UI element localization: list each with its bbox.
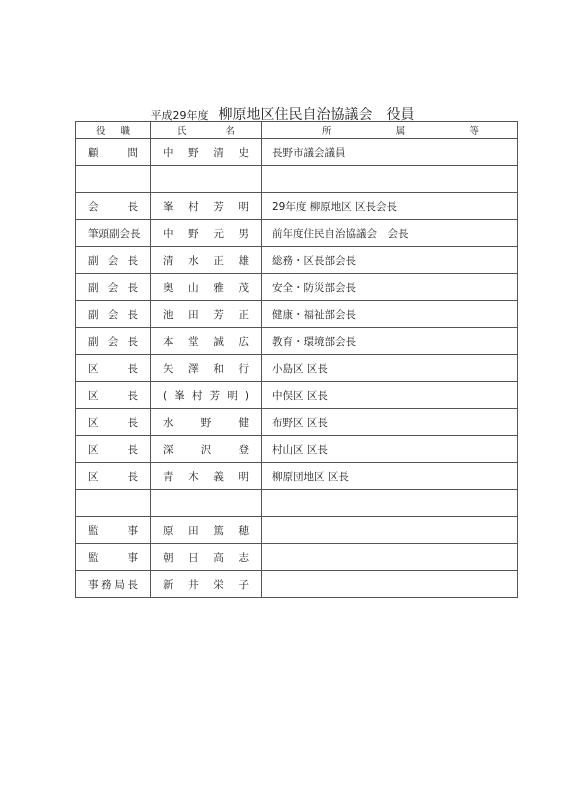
affiliation-cell-text: 安全・防災部会長 xyxy=(272,281,356,294)
role-cell-text: 副会長 xyxy=(88,254,138,267)
affiliation-cell-text: 布野区 区長 xyxy=(272,416,328,429)
role-cell xyxy=(76,355,151,382)
title-year: 平成29年度 xyxy=(150,109,209,122)
role-cell-text: 副会長 xyxy=(88,335,138,348)
affiliation-cell xyxy=(262,544,518,571)
header-affiliation xyxy=(262,122,518,139)
table-row xyxy=(76,328,518,355)
table-row xyxy=(76,139,518,166)
affiliation-cell xyxy=(262,517,518,544)
role-cell-text: 副会長 xyxy=(88,281,138,294)
name-cell-text: 池田芳正 xyxy=(163,308,249,321)
name-cell xyxy=(151,328,262,355)
affiliation-cell-text: 29年度 柳原地区 区長会長 xyxy=(272,200,398,213)
name-cell xyxy=(151,193,262,220)
header-name xyxy=(151,122,262,139)
affiliation-cell-text: 長野市議会議員 xyxy=(272,146,346,159)
table-row xyxy=(76,436,518,463)
name-cell xyxy=(151,409,262,436)
name-cell-text: 峯村芳明 xyxy=(163,200,249,213)
affiliation-cell xyxy=(262,166,518,193)
role-cell xyxy=(76,409,151,436)
role-cell xyxy=(76,490,151,517)
role-cell xyxy=(76,193,151,220)
header-affil-char: 等 xyxy=(469,126,479,137)
role-cell-text: 会長 xyxy=(88,200,138,213)
role-cell-text: 区長 xyxy=(88,362,138,375)
affiliation-cell-text: 教育・環境部会長 xyxy=(272,335,356,348)
affiliation-cell xyxy=(262,193,518,220)
table-row xyxy=(76,166,518,193)
table-row xyxy=(76,463,518,490)
affiliation-cell-text: 村山区 区長 xyxy=(272,443,328,456)
role-cell xyxy=(76,571,151,598)
affiliation-cell xyxy=(262,220,518,247)
table-row xyxy=(76,544,518,571)
role-cell-text: 監事 xyxy=(88,524,138,537)
role-cell-text: 事務局長 xyxy=(88,578,138,591)
affiliation-cell-text: 健康・福祉部会長 xyxy=(272,308,356,321)
affiliation-cell-text: 総務・区長部会長 xyxy=(272,254,356,267)
affiliation-cell xyxy=(262,571,518,598)
table-row xyxy=(76,220,518,247)
table-row xyxy=(76,490,518,517)
name-cell xyxy=(151,544,262,571)
role-cell xyxy=(76,247,151,274)
affiliation-cell xyxy=(262,247,518,274)
role-cell xyxy=(76,517,151,544)
role-cell xyxy=(76,220,151,247)
name-cell xyxy=(151,274,262,301)
table-row xyxy=(76,382,518,409)
name-cell-text: 本堂誠広 xyxy=(163,335,249,348)
name-cell xyxy=(151,463,262,490)
name-cell xyxy=(151,247,262,274)
table-row xyxy=(76,517,518,544)
role-cell xyxy=(76,436,151,463)
role-cell xyxy=(76,139,151,166)
title-main: 柳原地区住民自治協議会 役員 xyxy=(218,107,415,123)
table-row xyxy=(76,301,518,328)
name-cell-text: 矢澤和行 xyxy=(163,362,249,375)
name-cell-text: 新井栄子 xyxy=(163,578,249,591)
header-affil-char: 属 xyxy=(395,126,406,137)
header-role-char: 職 xyxy=(120,126,130,137)
role-cell xyxy=(76,328,151,355)
role-cell-text: 顧問 xyxy=(88,146,138,159)
name-cell xyxy=(151,382,262,409)
header-name-char: 名 xyxy=(225,126,235,137)
header-name-char: 氏 xyxy=(177,126,187,137)
role-cell xyxy=(76,463,151,490)
name-cell xyxy=(151,436,262,463)
affiliation-cell xyxy=(262,409,518,436)
role-cell xyxy=(76,382,151,409)
role-cell xyxy=(76,544,151,571)
affiliation-cell xyxy=(262,274,518,301)
name-cell-text: (峯村芳明) xyxy=(163,389,249,402)
name-cell-text: 青木義明 xyxy=(163,470,249,483)
header-role xyxy=(76,122,151,139)
table-row xyxy=(76,571,518,598)
header-row xyxy=(76,122,518,139)
affiliation-cell xyxy=(262,139,518,166)
name-cell xyxy=(151,139,262,166)
role-cell-text: 区長 xyxy=(88,470,138,483)
role-cell-text: 区長 xyxy=(88,416,138,429)
table-row xyxy=(76,409,518,436)
name-cell-text: 深沢登 xyxy=(163,443,249,456)
affiliation-cell xyxy=(262,436,518,463)
name-cell-text: 清水正雄 xyxy=(163,254,249,267)
table-row xyxy=(76,193,518,220)
role-cell xyxy=(76,274,151,301)
name-cell-text: 原田篤穂 xyxy=(163,524,249,537)
name-cell xyxy=(151,220,262,247)
name-cell xyxy=(151,571,262,598)
name-cell-text: 奥山雅茂 xyxy=(163,281,249,294)
affiliation-cell-text: 前年度住民自治協議会 会長 xyxy=(272,227,409,240)
affiliation-cell-text: 小島区 区長 xyxy=(272,362,328,375)
affiliation-cell xyxy=(262,301,518,328)
affiliation-cell xyxy=(262,382,518,409)
affiliation-cell-text: 柳原団地区 区長 xyxy=(272,470,349,483)
role-cell-text: 区長 xyxy=(88,389,138,402)
header-role-char: 役 xyxy=(96,126,106,137)
role-cell-text: 監事 xyxy=(88,551,138,564)
name-cell xyxy=(151,355,262,382)
affiliation-cell xyxy=(262,490,518,517)
name-cell xyxy=(151,517,262,544)
role-cell xyxy=(76,301,151,328)
table-row xyxy=(76,247,518,274)
table-row xyxy=(76,274,518,301)
table-row xyxy=(76,355,518,382)
header-affil-char: 所 xyxy=(322,126,332,137)
affiliation-cell xyxy=(262,463,518,490)
officers-table xyxy=(75,121,518,598)
affiliation-cell xyxy=(262,355,518,382)
role-cell xyxy=(76,166,151,193)
affiliation-cell-text: 中俣区 区長 xyxy=(272,389,328,402)
name-cell-text: 中野清史 xyxy=(163,146,249,159)
role-cell-text: 副会長 xyxy=(88,308,138,321)
affiliation-cell xyxy=(262,328,518,355)
name-cell xyxy=(151,301,262,328)
role-cell-text: 筆頭副会長 xyxy=(88,227,141,240)
name-cell xyxy=(151,490,262,517)
name-cell-text: 中野元男 xyxy=(163,227,249,240)
name-cell-text: 水野健 xyxy=(163,416,249,429)
name-cell-text: 朝日高志 xyxy=(163,551,249,564)
role-cell-text: 区長 xyxy=(88,443,138,456)
name-cell xyxy=(151,166,262,193)
